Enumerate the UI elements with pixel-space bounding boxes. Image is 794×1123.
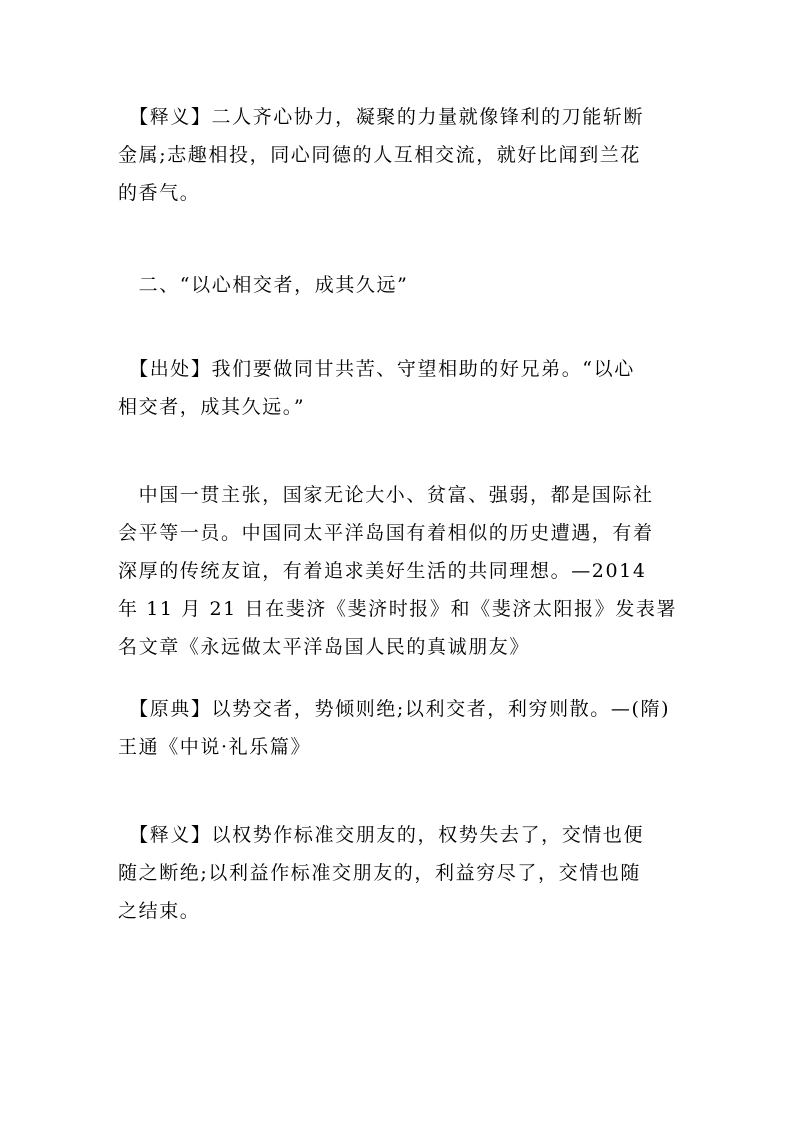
paragraph-explanation-1	[118, 98, 678, 212]
text-line: 王通《中说·礼乐篇》	[118, 736, 312, 758]
text-line: 名文章《永远做太平洋岛国人民的真诚朋友》	[118, 636, 531, 658]
text-line: 中国一贯主张，国家无论大小、贫富、强弱，都是国际社	[118, 484, 654, 506]
text-line: 【释义】以权势作标准交朋友的，权势失去了，交情也便	[118, 824, 645, 846]
text-line: 深厚的传统友谊，有着追求美好生活的共同理想。—2014	[118, 560, 647, 582]
text-line: 之结束。	[118, 900, 201, 922]
paragraph-explanation-2	[118, 816, 678, 930]
paragraph-original-classic	[118, 690, 678, 766]
text-line: 会平等一员。中国同太平洋岛国有着相似的历史遭遇，有着	[118, 522, 654, 544]
text-line: 二、“以心相交者，成其久远”	[118, 274, 409, 296]
text-line: 相交者，成其久远。”	[118, 396, 306, 418]
text-line: 的香气。	[118, 182, 201, 204]
text-line: 【释义】二人齐心协力，凝聚的力量就像锋利的刀能斩断	[118, 106, 645, 128]
text-line: 随之断绝;以利益作标准交朋友的，利益穷尽了，交情也随	[118, 862, 642, 884]
text-line: 【原典】以势交者，势倾则绝;以利交者，利穷则散。—(隋)	[118, 698, 671, 720]
text-line: 年 11 月 21 日在斐济《斐济时报》和《斐济太阳报》发表署	[118, 598, 678, 620]
paragraph-source	[118, 350, 678, 426]
section-heading	[118, 266, 678, 304]
text-line: 金属;志趣相投，同心同德的人互相交流，就好比闻到兰花	[118, 144, 642, 166]
text-line: 【出处】我们要做同甘共苦、守望相助的好兄弟。“以心	[118, 358, 635, 380]
paragraph-body	[118, 476, 678, 666]
